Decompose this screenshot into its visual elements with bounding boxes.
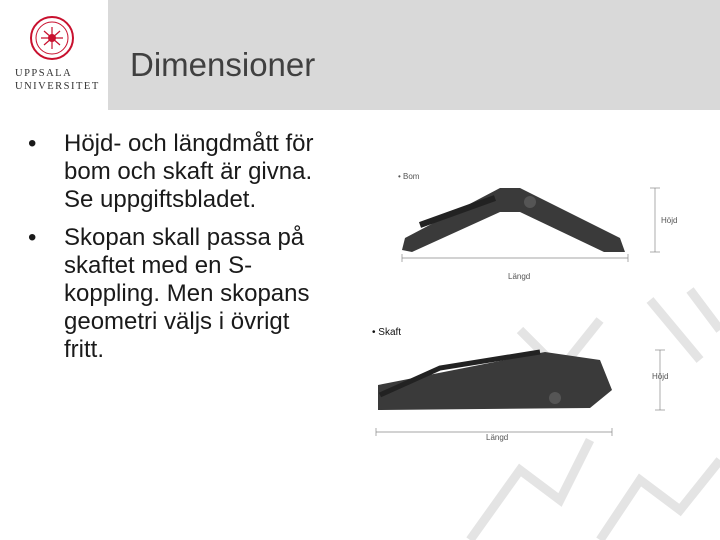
bullet-text: Höjd- och längdmått för bom och skaft är givna. Se uppgiftsbladet. [64, 130, 314, 213]
bullet-text: Skopan skall passa på skaftet med en S-koppling. Men skopans geometri väljs i övrigt fritt. [64, 224, 310, 363]
slide-title: Dimensioner [130, 46, 316, 83]
bullet-marker: • [28, 130, 37, 157]
logo-line-2: UNIVERSITET [15, 81, 100, 92]
logo-line-1: UPPSALA [15, 68, 73, 79]
stick-label: • Skaft [372, 327, 402, 338]
boom-length-label: Längd [508, 272, 531, 281]
boom-label: • Bom [398, 172, 420, 181]
stick-length-label: Längd [486, 433, 509, 442]
bullet-marker: • [28, 224, 37, 251]
stick-height-label: Höjd [652, 372, 669, 381]
boom-height-label: Höjd [661, 216, 678, 225]
